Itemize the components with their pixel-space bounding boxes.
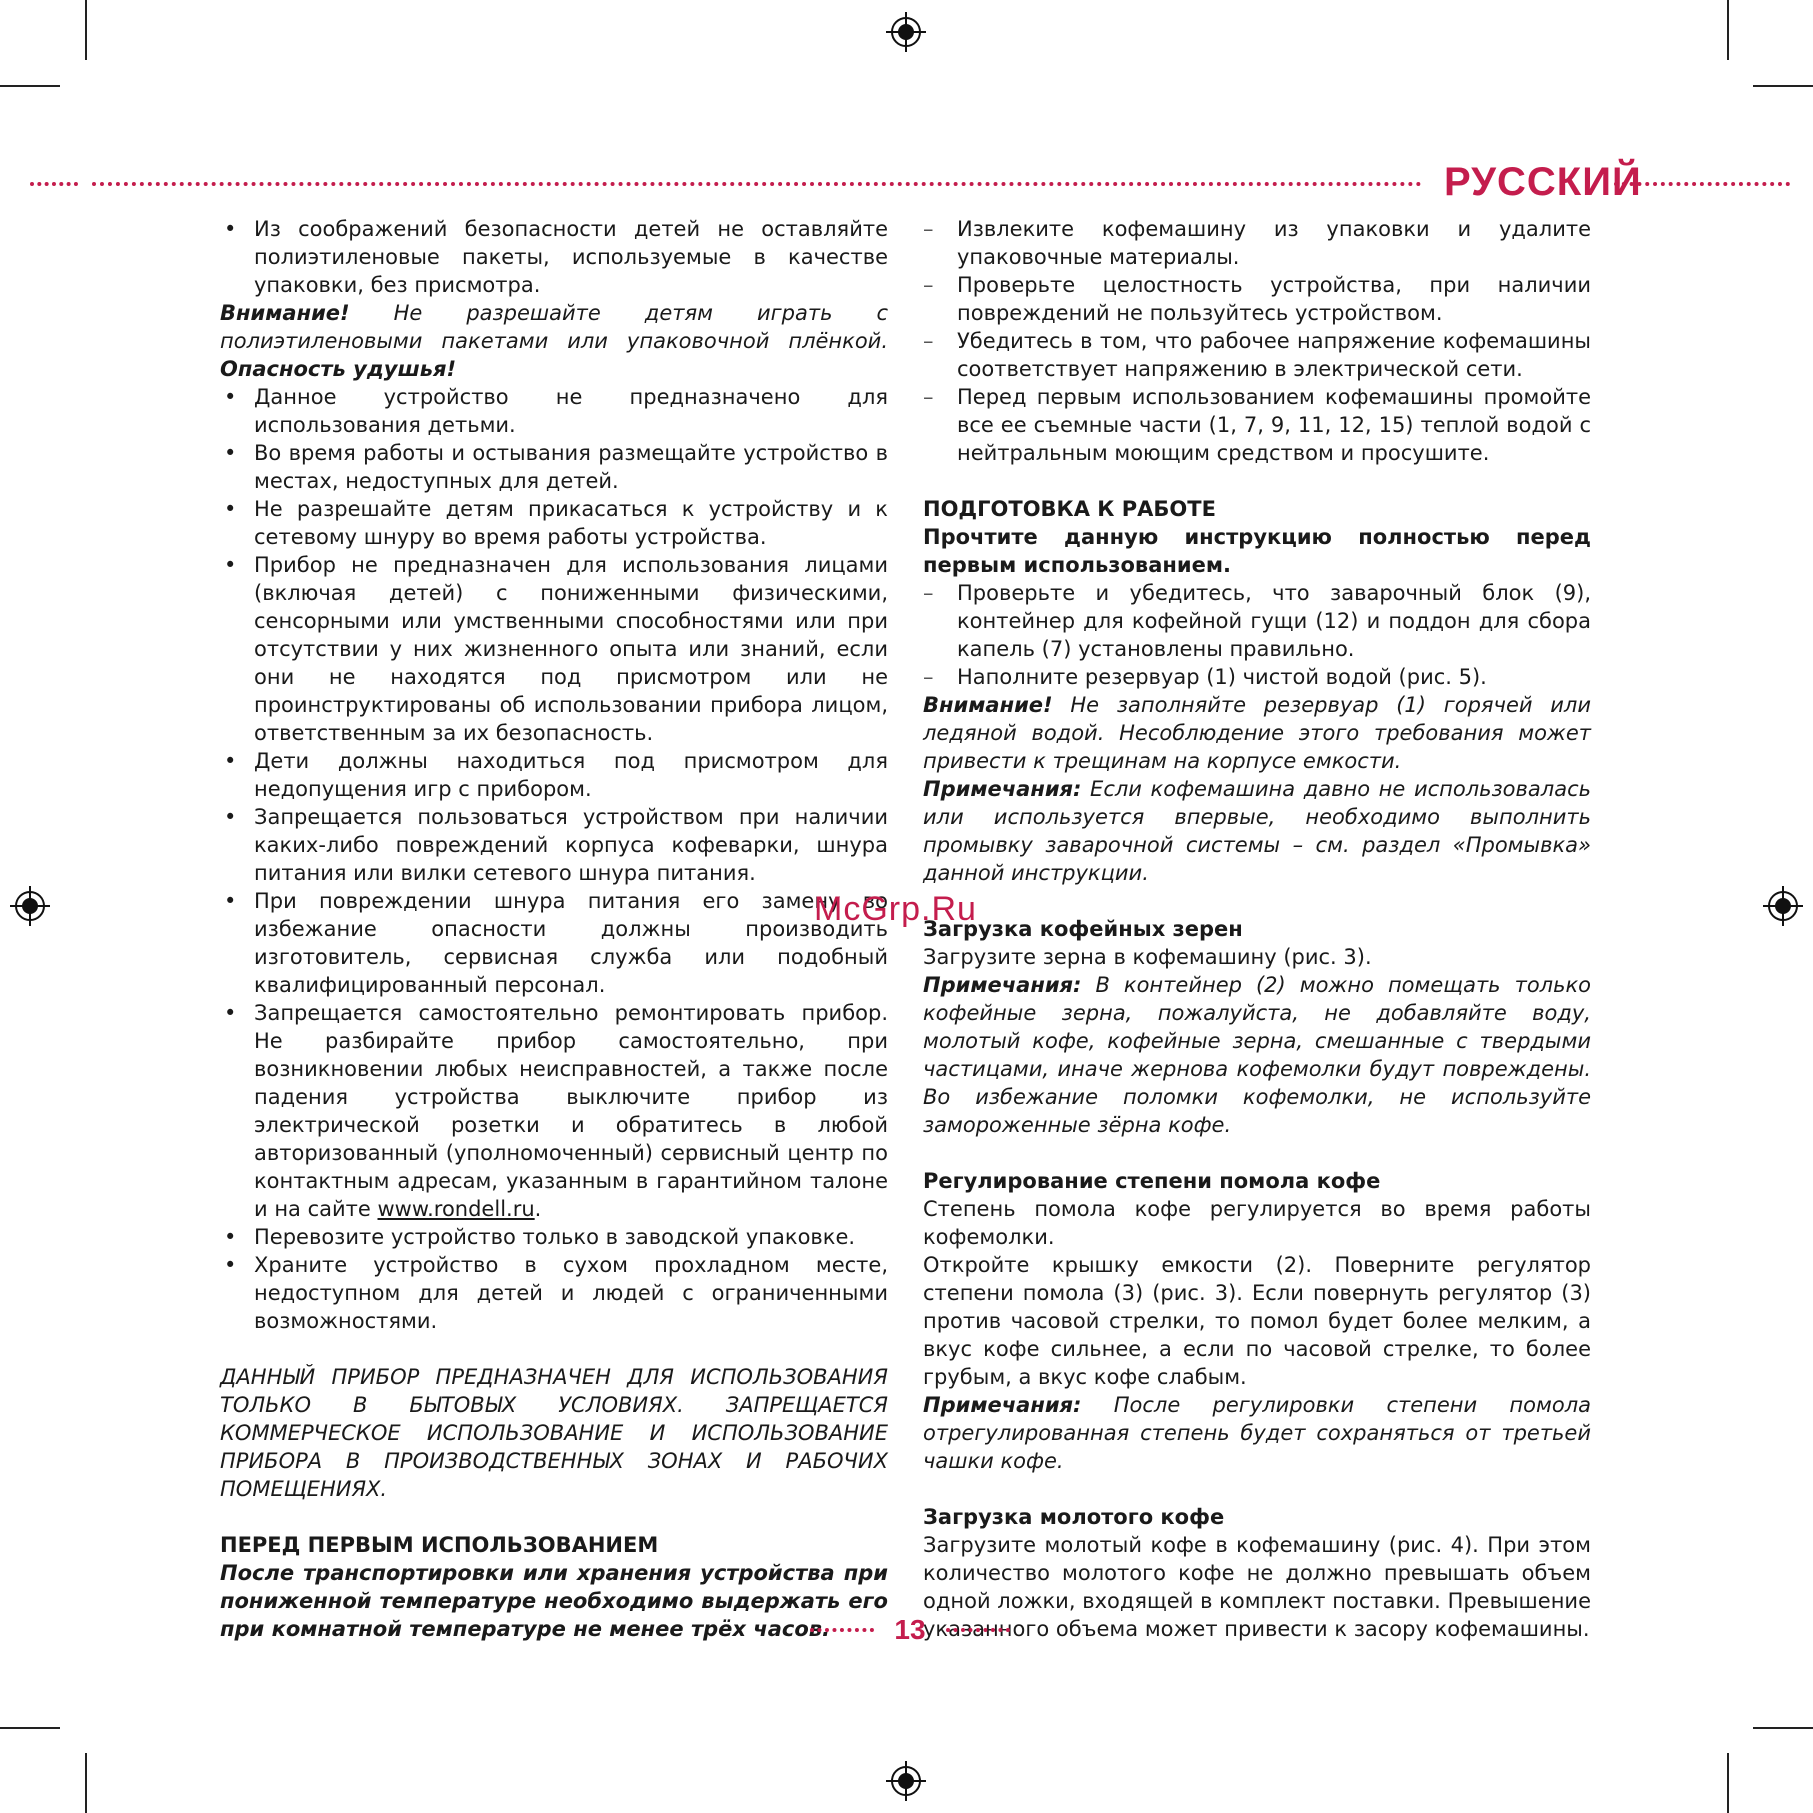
left-column bbox=[220, 215, 888, 1643]
page-number: 13 bbox=[894, 1614, 926, 1645]
rondell-website-link[interactable]: www.rondell.ru bbox=[377, 1197, 535, 1221]
note-paragraph: Примечания: Если кофемашина давно не использовалась или используется впервые, необходимо выполнить промывку заварочной системы – см. раздел «Промывка» данной инструкции. bbox=[923, 777, 1591, 885]
right-column bbox=[923, 215, 1591, 1643]
crop-mark bbox=[85, 0, 87, 60]
danger-label: Опасность удушья! bbox=[220, 357, 457, 381]
crop-mark bbox=[1727, 1753, 1729, 1813]
warning-paragraph: Внимание! Не заполняйте резервуар (1) горячей или ледяной водой. Несоблюдение этого требования может привести к трещинам на корпусе емкости. bbox=[923, 693, 1591, 773]
list-item: – Проверьте целостность устройства, при наличии повреждений не пользуйтесь устройством. bbox=[923, 273, 1591, 325]
language-title: РУССКИЙ bbox=[1444, 160, 1642, 204]
grind-text: Степень помола кофе регулируется во время работы кофемолки. bbox=[923, 1197, 1591, 1249]
list-item: – Извлеките кофемашину из упаковки и удалите упаковочные материалы. bbox=[923, 217, 1591, 269]
list-item: – Проверьте и убедитесь, что заварочный блок (9), контейнер для кофейной гущи (12) и поддон для сбора капель (7) установлены правильно. bbox=[923, 581, 1591, 661]
page-header bbox=[30, 160, 1790, 204]
list-item: – Перед первым использованием кофемашины промойте все ее съемные части (1, 7, 9, 11, 12, 15) теплой водой с нейтральным моющим средством и просушите. bbox=[923, 385, 1591, 465]
page-footer bbox=[790, 1610, 1030, 1650]
watermark: McGrp.Ru bbox=[814, 890, 977, 928]
note-paragraph: Примечания: После регулировки степени помола отрегулированная степень будет сохраняться от третьей чашки кофе. bbox=[923, 1393, 1591, 1473]
list-item: • При повреждении шнура питания его замену во избежание опасности должны производить изготовитель, сервисная служба или подобный квалифицированный персонал. bbox=[224, 889, 888, 997]
list-item: • Запрещается самостоятельно ремонтировать прибор. Не разбирайте прибор самостоятельно, при возникновении любых неисправностей, а также после падения устройства выключите прибор из электрической розетки и обратитесь в любой авторизованный (уполномоченный) сервисный центр по контактным адресам, указанным в гарантийном талоне и на сайте www.rondell.ru. bbox=[224, 1001, 888, 1221]
household-use-notice: ДАННЫЙ ПРИБОР ПРЕДНАЗНАЧЕН ДЛЯ ИСПОЛЬЗОВАНИЯ ТОЛЬКО В БЫТОВЫХ УСЛОВИЯХ. ЗАПРЕЩАЕТСЯ КОММЕРЧЕСКОЕ ИСПОЛЬЗОВАНИЕ И ИСПОЛЬЗОВАНИЕ ПРИБОРА В ПРОИЗВОДСТВЕННЫХ ЗОНАХ И РАБОЧИХ ПОМЕЩЕНИЯХ. bbox=[220, 1365, 888, 1501]
footer-dots-left bbox=[810, 1628, 874, 1632]
list-item: • Запрещается пользоваться устройством при наличии каких-либо повреждений корпуса кофеварки, шнура питания или вилки сетевого шнура питания. bbox=[224, 805, 888, 885]
note-label: Примечания: bbox=[923, 973, 1082, 997]
crop-mark bbox=[1753, 1727, 1813, 1729]
list-item: • Во время работы и остывания размещайте устройство в местах, недоступных для детей. bbox=[224, 441, 888, 493]
section-heading-before-first-use: ПЕРЕД ПЕРВЫМ ИСПОЛЬЗОВАНИЕМ bbox=[220, 1533, 659, 1557]
registration-mark-icon bbox=[886, 1761, 926, 1801]
note-label: Примечания: bbox=[923, 777, 1082, 801]
list-item: • Храните устройство в сухом прохладном месте, недоступном для детей и людей с ограниченными возможностями. bbox=[224, 1253, 888, 1333]
section-heading-coffee-beans: Загрузка кофейных зерен bbox=[923, 917, 1243, 941]
transport-storage-note: После транспортировки или хранения устройства при пониженной температуре необходимо выдержать его при комнатной температуре не менее трёх часов. bbox=[220, 1561, 888, 1641]
section-heading-preparation: ПОДГОТОВКА К РАБОТЕ bbox=[923, 497, 1216, 521]
section-heading-grind: Регулирование степени помола кофе bbox=[923, 1169, 1381, 1193]
list-item: • Прибор не предназначен для использования лицами (включая детей) с пониженными физическими, сенсорными или умственными способностями или при отсутствии у них жизненного опыта или знаний, если они не находятся под присмотром или не проинструктированы об использовании прибора лицом, ответственным за их безопасность. bbox=[224, 553, 888, 745]
crop-mark bbox=[0, 1727, 60, 1729]
note-label: Примечания: bbox=[923, 1393, 1082, 1417]
coffee-beans-text: Загрузите зерна в кофемашину (рис. 3). bbox=[923, 945, 1372, 969]
header-dots-left bbox=[30, 182, 78, 186]
warning-paragraph: Внимание! Не разрешайте детям играть с полиэтиленовыми пакетами или упаковочной плёнкой. Опасность удушья! bbox=[220, 301, 888, 381]
ground-coffee-text: Загрузите молотый кофе в кофемашину (рис. 4). При этом количество молотого кофе не должно превышать объем одной ложки, входящей в комплект поставки. Превышение указанного объема может привести к засору кофемашины. bbox=[923, 1533, 1591, 1641]
list-item: • Не разрешайте детям прикасаться к устройству и к сетевому шнуру во время работы устройства. bbox=[224, 497, 888, 549]
preparation-subheading: Прочтите данную инструкцию полностью перед первым использованием. bbox=[923, 525, 1591, 577]
list-item: • Данное устройство не предназначено для использования детьми. bbox=[224, 385, 888, 437]
grind-text: Откройте крышку емкости (2). Поверните регулятор степени помола (3) (рис. 3). Если повернуть регулятор (3) против часовой стрелки, то помол будет более мелким, а вкус кофе сильнее, а если по часовой стрелке, то более грубым, а вкус кофе слабым. bbox=[923, 1253, 1591, 1389]
crop-mark bbox=[85, 1753, 87, 1813]
header-dots-middle bbox=[92, 182, 1422, 186]
note-paragraph: Примечания: В контейнер (2) можно помещать только кофейные зерна, пожалуйста, не добавляйте воду, молотый кофе, кофейные зерна, смешанные с твердыми частицами, иначе жернова кофемолки будут повреждены. Во избежание поломки кофемолки, не используйте замороженные зёрна кофе. bbox=[923, 973, 1591, 1137]
header-dots-right bbox=[1614, 182, 1790, 186]
crop-mark bbox=[1727, 0, 1729, 60]
section-heading-ground-coffee: Загрузка молотого кофе bbox=[923, 1505, 1225, 1529]
list-item: • Дети должны находиться под присмотром для недопущения игр с прибором. bbox=[224, 749, 888, 801]
registration-mark-icon bbox=[1763, 886, 1803, 926]
registration-mark-icon bbox=[886, 12, 926, 52]
list-item: • Из соображений безопасности детей не оставляйте полиэтиленовые пакеты, используемые в качестве упаковки, без присмотра. bbox=[224, 217, 888, 297]
warning-label: Внимание! bbox=[220, 301, 350, 325]
crop-mark bbox=[0, 85, 60, 87]
registration-mark-icon bbox=[10, 886, 50, 926]
footer-dots-right bbox=[946, 1628, 1010, 1632]
list-item: – Убедитесь в том, что рабочее напряжение кофемашины соответствует напряжению в электрической сети. bbox=[923, 329, 1591, 381]
crop-mark bbox=[1753, 85, 1813, 87]
list-item: – Наполните резервуар (1) чистой водой (рис. 5). bbox=[923, 665, 1487, 689]
list-item: • Перевозите устройство только в заводской упаковке. bbox=[224, 1225, 856, 1249]
warning-label: Внимание! bbox=[923, 693, 1053, 717]
